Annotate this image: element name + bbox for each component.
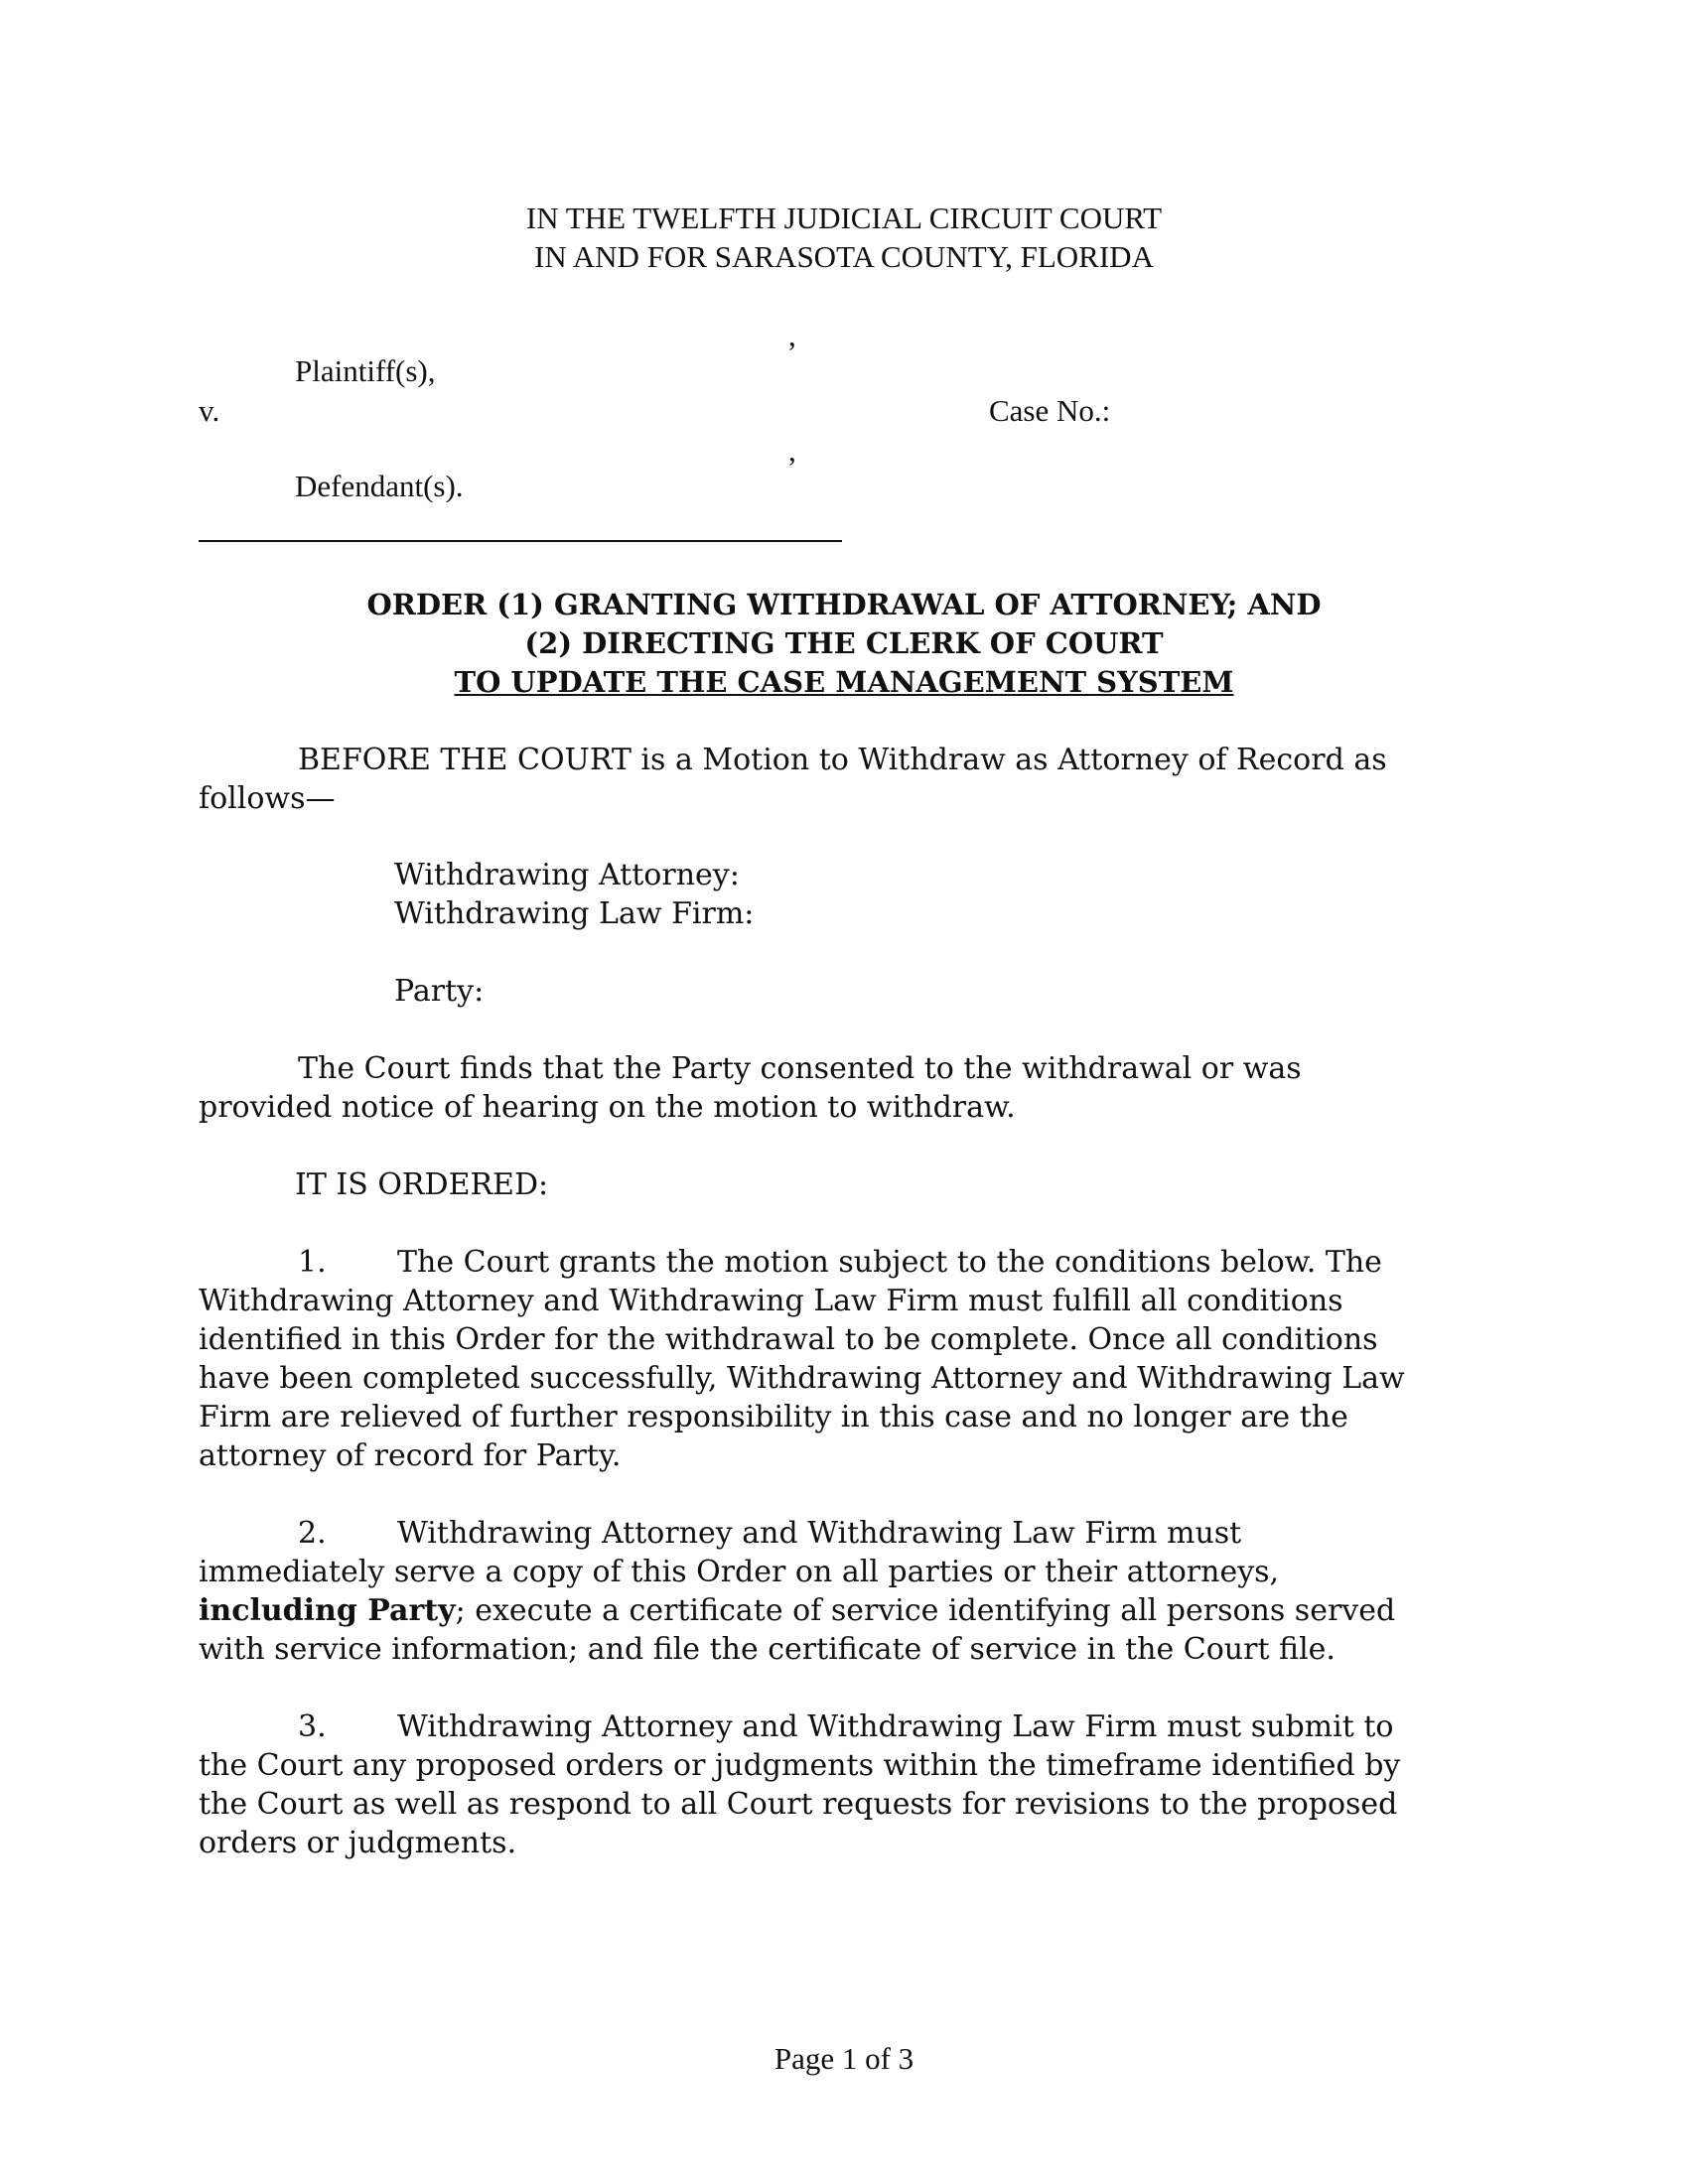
item-line: Firm are relieved of further responsibility in this case and no longer are the bbox=[199, 1400, 1348, 1434]
court-county: IN AND FOR SARASOTA COUNTY, FLORIDA bbox=[534, 239, 1154, 274]
page-number: Page 1 of 3 bbox=[774, 2041, 914, 2076]
defendant-comma: , bbox=[788, 433, 796, 468]
order-title bbox=[0, 586, 1688, 702]
plaintiff-comma: , bbox=[788, 318, 796, 352]
item-line: ; execute a certificate of service identifying all persons served bbox=[455, 1593, 1396, 1628]
withdrawing-attorney-label: Withdrawing Attorney: bbox=[394, 858, 740, 892]
plaintiff-label: Plaintiff(s), bbox=[295, 353, 436, 388]
versus-label: v. bbox=[199, 393, 220, 428]
party-label: Party: bbox=[394, 974, 485, 1009]
withdrawing-law-firm-label: Withdrawing Law Firm: bbox=[394, 896, 755, 931]
intro-line-1: BEFORE THE COURT is a Motion to Withdraw as Attorney of Record as bbox=[298, 743, 1387, 777]
order-title-line-1: ORDER (1) GRANTING WITHDRAWAL OF ATTORNEY; AND bbox=[366, 588, 1322, 621]
item-line: immediately serve a copy of this Order on all parties or their attorneys, bbox=[199, 1555, 1280, 1589]
order-item-3 bbox=[199, 1707, 1489, 1862]
it-is-ordered: IT IS ORDERED: bbox=[295, 1167, 549, 1202]
finding-line-1: The Court finds that the Party consented to the withdrawal or was bbox=[298, 1051, 1302, 1086]
item-line: orders or judgments. bbox=[199, 1826, 517, 1860]
item-line: identified in this Order for the withdrawal to be complete. Once all conditions bbox=[199, 1322, 1378, 1357]
case-number-label: Case No.: bbox=[989, 393, 1111, 428]
item-number: 1. bbox=[298, 1245, 327, 1280]
item-line: Withdrawing Attorney and Withdrawing Law Firm must fulfill all conditions bbox=[199, 1284, 1343, 1318]
order-title-line-2: (2) DIRECTING THE CLERK OF COURT bbox=[524, 626, 1164, 660]
caption-divider bbox=[199, 540, 842, 542]
item-line: Withdrawing Attorney and Withdrawing Law Firm must submit to bbox=[397, 1709, 1394, 1744]
intro-line-2: follows— bbox=[199, 781, 336, 816]
order-item-2 bbox=[199, 1514, 1489, 1669]
item-line: the Court any proposed orders or judgments within the timeframe identified by bbox=[199, 1748, 1401, 1783]
item-line: have been completed successfully, Withdrawing Attorney and Withdrawing Law bbox=[199, 1361, 1405, 1396]
item-line: the Court as well as respond to all Court requests for revisions to the proposed bbox=[199, 1787, 1398, 1822]
order-title-line-3: TO UPDATE THE CASE MANAGEMENT SYSTEM bbox=[454, 665, 1234, 699]
defendant-label: Defendant(s). bbox=[295, 469, 464, 503]
item-number: 2. bbox=[298, 1516, 327, 1551]
item-line: Withdrawing Attorney and Withdrawing Law Firm must bbox=[397, 1516, 1242, 1551]
intro-paragraph bbox=[199, 741, 1489, 818]
item-line: attorney of record for Party. bbox=[199, 1438, 622, 1473]
item-line: The Court grants the motion subject to the conditions below. The bbox=[397, 1245, 1382, 1280]
court-name: IN THE TWELFTH JUDICIAL CIRCUIT COURT bbox=[525, 201, 1163, 235]
item-number: 3. bbox=[298, 1709, 327, 1744]
finding-paragraph bbox=[199, 1049, 1489, 1127]
item-line: with service information; and file the certificate of service in the Court file. bbox=[199, 1632, 1336, 1667]
court-header bbox=[0, 199, 1688, 276]
order-item-1 bbox=[199, 1243, 1489, 1475]
finding-line-2: provided notice of hearing on the motion to withdraw. bbox=[199, 1090, 1016, 1125]
including-party-emphasis: including Party bbox=[199, 1593, 456, 1628]
